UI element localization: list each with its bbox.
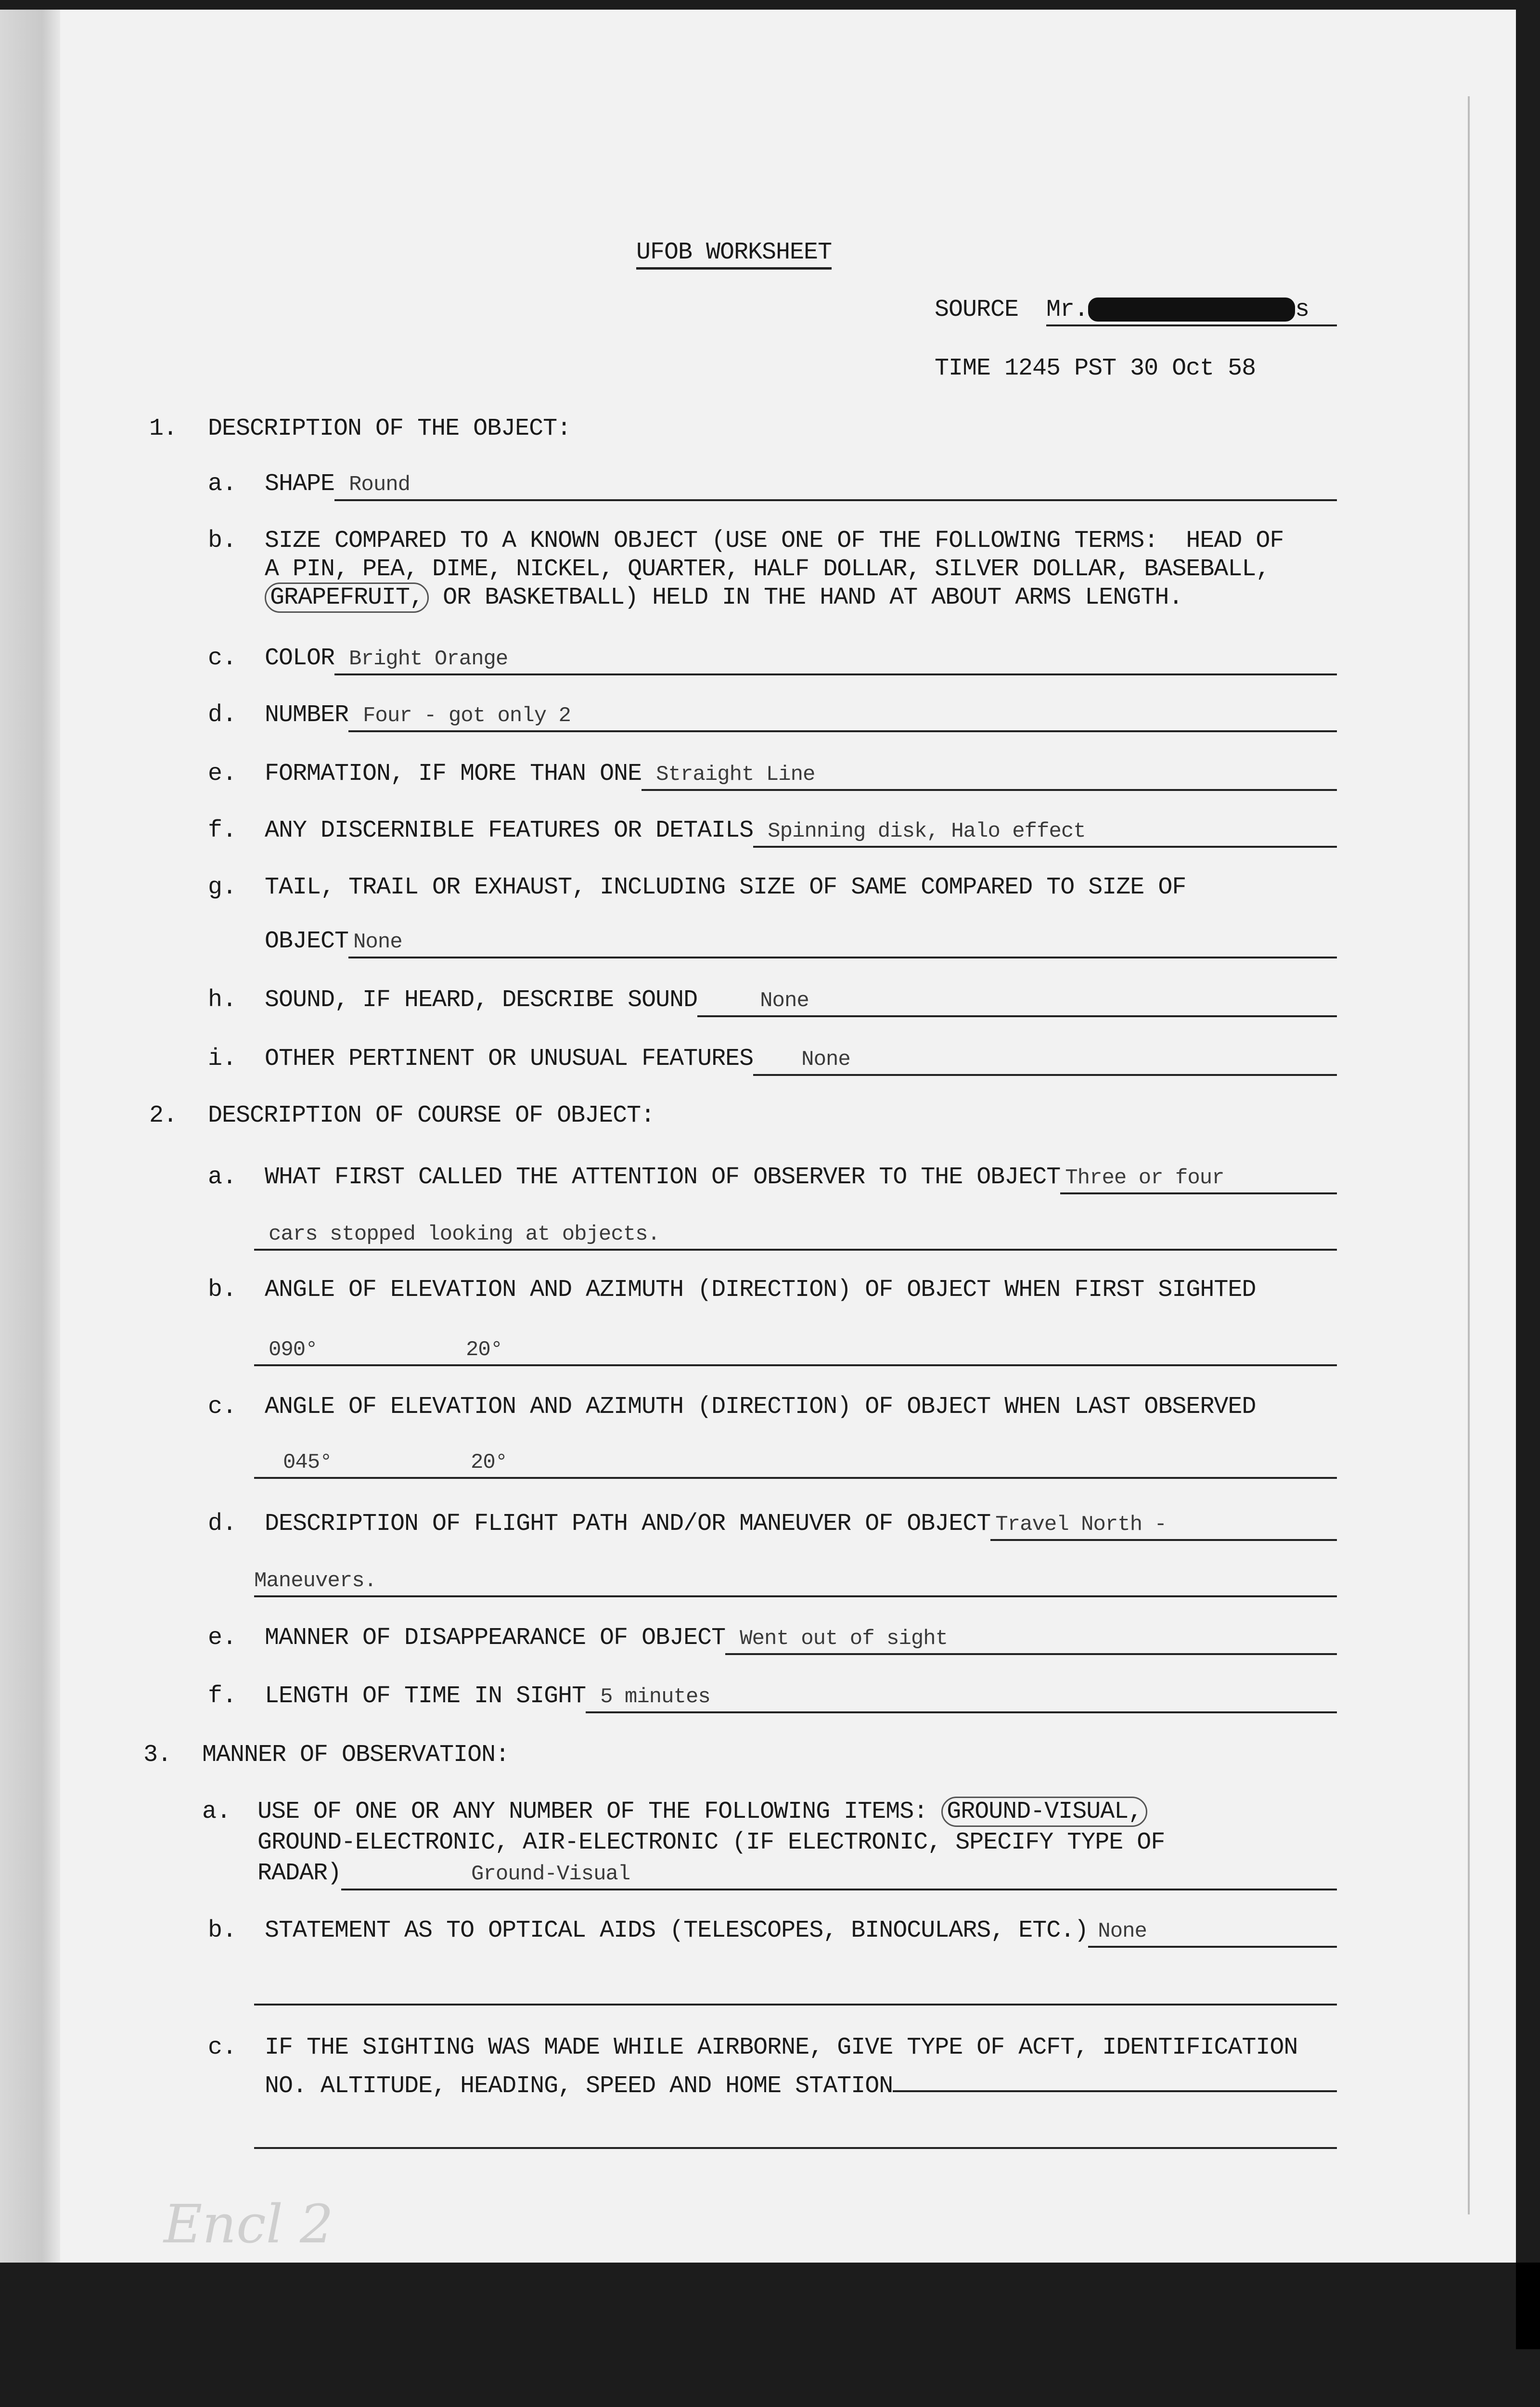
disappearance-field — [265, 1624, 1337, 1655]
observation-method-value[interactable]: Ground-Visual — [341, 1860, 1337, 1890]
airborne-field — [265, 2061, 1337, 2101]
section-1-heading: DESCRIPTION OF THE OBJECT: — [208, 415, 571, 442]
scan-border — [1516, 2263, 1540, 2349]
selected-size-grapefruit: GRAPEFRUIT, — [265, 582, 429, 613]
optical-aids-field-cont — [254, 1975, 1337, 2006]
item-marker: h. — [208, 986, 237, 1014]
optical-aids-blank-line[interactable] — [254, 1975, 1337, 2006]
item-marker: b. — [208, 527, 237, 555]
page-edge — [1468, 96, 1470, 2214]
time-field — [935, 354, 1256, 383]
last-observed-values[interactable] — [254, 1448, 1337, 1479]
item-marker: b. — [208, 1276, 237, 1304]
sound-value[interactable]: None — [697, 986, 1337, 1017]
source-prefix: Mr. — [1046, 296, 1089, 324]
item-marker: f. — [208, 1682, 237, 1710]
redaction — [1088, 298, 1295, 322]
observation-question-line: GROUND-ELECTRONIC, AIR-ELECTRONIC (IF ELECTRONIC, SPECIFY TYPE OF — [257, 1829, 1165, 1856]
optical-aids-field — [265, 1916, 1337, 1948]
flight-path-field — [265, 1510, 1337, 1541]
item-marker: a. — [202, 1798, 231, 1825]
section-2-number: 2. — [149, 1102, 178, 1129]
section-2-heading: DESCRIPTION OF COURSE OF OBJECT: — [208, 1102, 655, 1129]
airborne-question-line: IF THE SIGHTING WAS MADE WHILE AIRBORNE, GIVE TYPE OF ACFT, IDENTIFICATION — [265, 2034, 1298, 2061]
first-sighted-values[interactable] — [254, 1335, 1337, 1366]
field-label: FORMATION, IF MORE THAN ONE — [265, 760, 642, 788]
item-marker: b. — [208, 1917, 237, 1944]
handwritten-annotation: Encl 2 — [164, 2193, 334, 2255]
time-label: TIME — [935, 355, 991, 382]
item-marker: d. — [208, 701, 237, 729]
first-sighted-label: ANGLE OF ELEVATION AND AZIMUTH (DIRECTION) OF OBJECT WHEN FIRST SIGHTED — [265, 1276, 1256, 1304]
size-question-line: A PIN, PEA, DIME, NICKEL, QUARTER, HALF DOLLAR, SILVER DOLLAR, BASEBALL, — [265, 556, 1270, 583]
observation-question-text: USE OF ONE OR ANY NUMBER OF THE FOLLOWING ITEMS: — [257, 1798, 942, 1825]
field-label: NO. ALTITUDE, HEADING, SPEED AND HOME STATION — [265, 2072, 893, 2100]
field-label: DESCRIPTION OF FLIGHT PATH AND/OR MANEUVER OF OBJECT — [265, 1510, 991, 1538]
item-marker: g. — [208, 874, 237, 901]
section-3-heading: MANNER OF OBSERVATION: — [202, 1741, 510, 1769]
attention-field-cont — [254, 1220, 1337, 1251]
shape-field — [265, 470, 1337, 501]
field-label: SHAPE — [265, 470, 335, 498]
features-field — [265, 816, 1337, 848]
flight-path-value-cont[interactable]: Maneuvers. — [254, 1566, 1337, 1597]
item-marker: c. — [208, 2034, 237, 2061]
airborne-value[interactable] — [893, 2061, 1337, 2092]
last-observed-label: ANGLE OF ELEVATION AND AZIMUTH (DIRECTION) OF OBJECT WHEN LAST OBSERVED — [265, 1393, 1256, 1421]
field-label: OBJECT — [265, 928, 349, 955]
formation-value[interactable]: Straight Line — [642, 760, 1337, 791]
azimuth-value: 090° — [269, 1338, 318, 1362]
item-marker: e. — [208, 760, 237, 788]
features-value[interactable]: Spinning disk, Halo effect — [753, 817, 1337, 848]
field-label: NUMBER — [265, 701, 349, 729]
section-3-number: 3. — [143, 1741, 172, 1769]
tail-question-line: TAIL, TRAIL OR EXHAUST, INCLUDING SIZE OF SAME COMPARED TO SIZE OF — [265, 874, 1186, 901]
attention-value-cont[interactable]: cars stopped looking at objects. — [254, 1220, 1337, 1251]
field-label: RADAR) — [257, 1860, 342, 1887]
first-sighted-field — [254, 1335, 1337, 1366]
radar-field — [257, 1859, 1337, 1890]
color-field — [265, 644, 1337, 675]
selected-ground-visual: GROUND-VISUAL, — [941, 1797, 1147, 1827]
formation-field — [265, 760, 1337, 791]
elevation-value: 20° — [471, 1450, 508, 1475]
page-title: UFOB WORKSHEET — [636, 238, 832, 270]
last-observed-field — [254, 1448, 1337, 1479]
airborne-blank-line[interactable] — [254, 2118, 1337, 2149]
source-label: SOURCE — [935, 296, 1019, 324]
color-value[interactable]: Bright Orange — [334, 645, 1337, 675]
tail-value[interactable]: None — [348, 928, 1337, 958]
size-question-line — [265, 583, 1182, 612]
item-marker: f. — [208, 817, 237, 844]
time-in-sight-field — [265, 1682, 1337, 1713]
number-field — [265, 701, 1337, 732]
sound-field — [265, 986, 1337, 1017]
size-question-text: OR BASKETBALL) HELD IN THE HAND AT ABOUT ARMS LENGTH. — [429, 584, 1183, 611]
elevation-value: 20° — [466, 1338, 503, 1362]
item-marker: i. — [208, 1045, 237, 1073]
flight-path-value[interactable]: Travel North - — [990, 1510, 1337, 1541]
source-value — [1046, 296, 1337, 326]
field-label: STATEMENT AS TO OPTICAL AIDS (TELESCOPES, BINOCULARS, ETC.) — [265, 1917, 1089, 1944]
attention-field — [265, 1163, 1337, 1194]
shape-value[interactable]: Round — [334, 470, 1337, 501]
item-marker: c. — [208, 1393, 237, 1421]
item-marker: a. — [208, 1164, 237, 1191]
airborne-field-cont — [254, 2118, 1337, 2149]
field-label: MANNER OF DISAPPEARANCE OF OBJECT — [265, 1624, 726, 1652]
flight-path-field-cont — [254, 1566, 1337, 1597]
time-value: 1245 PST 30 Oct 58 — [1004, 355, 1256, 382]
item-marker: c. — [208, 645, 237, 672]
section-1-number: 1. — [149, 415, 178, 442]
field-label: ANY DISCERNIBLE FEATURES OR DETAILS — [265, 817, 754, 844]
source-suffix: s — [1295, 296, 1309, 324]
optical-aids-value[interactable]: None — [1088, 1917, 1337, 1948]
field-label: OTHER PERTINENT OR UNUSUAL FEATURES — [265, 1045, 754, 1073]
item-marker: d. — [208, 1510, 237, 1538]
item-marker: a. — [208, 470, 237, 498]
size-question-line: SIZE COMPARED TO A KNOWN OBJECT (USE ONE OF THE FOLLOWING TERMS: HEAD OF — [265, 527, 1284, 555]
observation-question-line — [257, 1798, 1147, 1826]
field-label: LENGTH OF TIME IN SIGHT — [265, 1682, 586, 1710]
time-in-sight-value[interactable]: 5 minutes — [586, 1682, 1337, 1713]
tail-field — [265, 927, 1337, 958]
other-features-field — [265, 1045, 1337, 1076]
number-value[interactable]: Four - got only 2 — [348, 701, 1337, 732]
field-label: WHAT FIRST CALLED THE ATTENTION OF OBSERVER TO THE OBJECT — [265, 1164, 1061, 1191]
attention-value[interactable]: Three or four — [1060, 1164, 1337, 1194]
other-features-value[interactable]: None — [753, 1045, 1337, 1076]
source-field — [935, 296, 1337, 326]
disappearance-value[interactable]: Went out of sight — [725, 1624, 1337, 1655]
azimuth-value: 045° — [283, 1450, 332, 1475]
field-label: COLOR — [265, 645, 335, 672]
scan-edge — [0, 10, 60, 2263]
field-label: SOUND, IF HEARD, DESCRIBE SOUND — [265, 986, 698, 1014]
item-marker: e. — [208, 1624, 237, 1652]
